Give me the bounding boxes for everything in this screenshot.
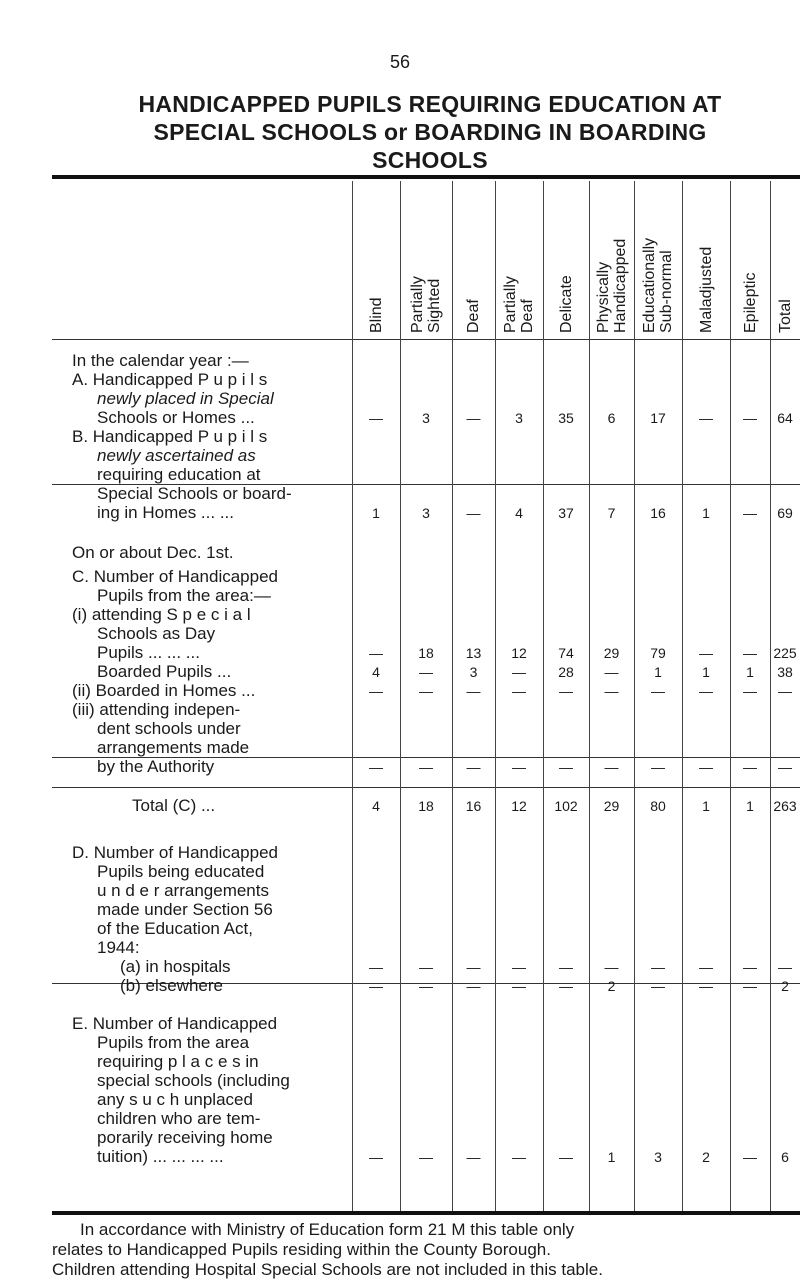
cell-d-else-educationally-sub-normal: —	[651, 978, 665, 994]
cell-b-total: 69	[777, 505, 793, 521]
column-divider	[634, 181, 635, 1211]
cell-c-day-delicate: 74	[558, 645, 574, 661]
cell-c-day-maladjusted: —	[699, 645, 713, 661]
label-e-7: porarily receiving home	[97, 1128, 273, 1147]
cell-b-educationally-sub-normal: 16	[650, 505, 666, 521]
cell-b-physically-handicapped: 7	[607, 505, 616, 521]
label-b-2: newly ascertained as	[97, 446, 256, 465]
cell-b-partially-deaf: 4	[515, 505, 523, 521]
label-a-1: A. Handicapped P u p i l s	[72, 370, 268, 389]
label-d-8: (b) elsewhere	[120, 976, 223, 995]
label-c-0: On or about Dec. 1st.	[72, 543, 234, 562]
cell-d-else-epileptic: —	[743, 978, 757, 994]
page-title	[60, 90, 800, 174]
footnote-line-3: Children attending Hospital Special Schools are not included in this table.	[52, 1260, 603, 1279]
column-divider	[400, 181, 401, 1211]
column-divider	[543, 181, 544, 1211]
cell-c-indep-physically-handicapped: —	[604, 759, 619, 775]
column-header-maladjusted-line-1: Maladjusted	[697, 246, 715, 333]
cell-e-physically-handicapped: 1	[607, 1149, 616, 1165]
label-c-3: (i) attending S p e c i a l	[72, 605, 251, 624]
cell-a-physically-handicapped: 6	[607, 410, 616, 426]
cell-a-blind: —	[369, 410, 383, 426]
cell-c-boarded-partially-sighted: —	[419, 664, 433, 680]
cell-c-boarded-deaf: 3	[469, 664, 478, 680]
cell-c-boarded-maladjusted: 1	[702, 664, 710, 680]
cell-c-total-blind: 4	[372, 798, 380, 814]
cell-a-partially-deaf: 3	[515, 410, 523, 426]
column-header-blind-line-1: Blind	[367, 297, 385, 333]
cell-d-else-deaf: —	[466, 978, 481, 994]
cell-c-day-partially-deaf: 12	[511, 645, 527, 661]
cell-e-maladjusted: 2	[702, 1149, 710, 1165]
cell-a-delicate: 35	[558, 410, 574, 426]
cell-c-indep-partially-sighted: —	[419, 759, 433, 775]
cell-c-indep-partially-deaf: —	[512, 759, 526, 775]
cell-c-day-deaf: 13	[465, 645, 482, 661]
column-header-partially-sighted-line-2: Sighted	[426, 278, 443, 333]
footnote	[52, 1220, 800, 1280]
cell-a-partially-sighted: 3	[422, 410, 430, 426]
label-total-c: Total (C) ...	[132, 796, 216, 815]
label-c-6: Boarded Pupils ...	[97, 662, 232, 681]
cell-c-indep-delicate: —	[559, 759, 573, 775]
cell-d-hosp-educationally-sub-normal: —	[651, 959, 665, 975]
cell-c-total-educationally-sub-normal: 80	[650, 798, 666, 814]
column-header-physically-handicapped-line-1: Physically	[594, 261, 612, 333]
label-c-2: Pupils from the area:—	[97, 586, 271, 605]
cell-c-total-deaf: 16	[465, 798, 482, 814]
cell-c-total-maladjusted: 1	[702, 798, 710, 814]
label-d-3: u n d e r arrangements	[97, 881, 269, 900]
cell-a-educationally-sub-normal: 17	[650, 410, 666, 426]
cell-b-deaf: —	[466, 505, 481, 521]
cell-c-indep-blind: —	[369, 759, 383, 775]
cell-c-boarded-physically-handicapped: —	[604, 664, 619, 680]
cell-e-delicate: —	[559, 1149, 573, 1165]
cell-a-total: 64	[777, 410, 793, 426]
label-intro: In the calendar year :—	[72, 351, 249, 370]
cell-c-day-partially-sighted: 18	[418, 645, 434, 661]
cell-c-indep-deaf: —	[466, 759, 481, 775]
column-header-epileptic-line-1: Epileptic	[741, 272, 759, 333]
label-d-7: (a) in hospitals	[120, 957, 231, 976]
cell-c-homes-partially-sighted: —	[419, 683, 433, 699]
cell-d-hosp-maladjusted: —	[699, 959, 713, 975]
cell-b-epileptic: —	[743, 505, 757, 521]
label-e-2: Pupils from the area	[97, 1033, 250, 1052]
column-header-delicate-line-1: Delicate	[557, 275, 575, 333]
cell-c-total-delicate: 102	[554, 798, 578, 814]
cell-d-hosp-partially-sighted: —	[419, 959, 433, 975]
title-line-3: SCHOOLS	[372, 147, 488, 173]
column-divider	[589, 181, 590, 1211]
cell-c-boarded-delicate: 28	[558, 664, 574, 680]
cell-c-homes-partially-deaf: —	[512, 683, 526, 699]
cell-a-epileptic: —	[743, 410, 757, 426]
column-header-educationally-sub-normal-line-1: Educationally	[641, 237, 658, 333]
cell-c-homes-delicate: —	[559, 683, 573, 699]
cell-d-hosp-delicate: —	[559, 959, 573, 975]
cell-d-else-maladjusted: —	[699, 978, 713, 994]
cell-d-hosp-partially-deaf: —	[512, 959, 526, 975]
column-divider	[495, 181, 496, 1211]
cell-c-homes-deaf: —	[466, 683, 481, 699]
cell-c-total-physically-handicapped: 29	[603, 798, 620, 814]
cell-c-total-partially-deaf: 12	[511, 798, 527, 814]
label-e-1: E. Number of Handicapped	[72, 1014, 278, 1033]
cell-c-boarded-total: 38	[777, 664, 793, 680]
label-e-5: any s u c h unplaced	[97, 1090, 253, 1109]
cell-b-maladjusted: 1	[702, 505, 710, 521]
cell-c-homes-total: —	[778, 683, 792, 699]
cell-e-educationally-sub-normal: 3	[654, 1149, 662, 1165]
column-header-educationally-sub-normal-line-2: Sub-normal	[658, 250, 675, 333]
cell-c-day-blind: —	[369, 645, 383, 661]
cell-e-blind: —	[369, 1149, 383, 1165]
header-rule	[52, 339, 800, 340]
cell-c-homes-maladjusted: —	[699, 683, 713, 699]
cell-b-delicate: 37	[558, 505, 574, 521]
column-divider	[352, 181, 353, 1211]
cell-d-hosp-total: —	[778, 959, 792, 975]
cell-d-else-delicate: —	[559, 978, 573, 994]
label-e-6: children who are tem-	[97, 1109, 261, 1128]
table-bottom-rule	[52, 1211, 800, 1215]
label-d-2: Pupils being educated	[97, 862, 265, 881]
cell-c-day-educationally-sub-normal: 79	[650, 645, 666, 661]
label-c-9: dent schools under	[97, 719, 241, 738]
label-d-5: of the Education Act,	[97, 919, 253, 938]
label-c-4: Schools as Day	[97, 624, 216, 643]
cell-c-indep-total: —	[778, 759, 792, 775]
footnote-line-2: relates to Handicapped Pupils residing within the County Borough.	[52, 1240, 551, 1259]
label-c-5: Pupils ... ... ...	[97, 643, 200, 662]
table-top-rule	[52, 175, 800, 179]
label-e-4: special schools (including	[97, 1071, 290, 1090]
cell-d-else-total: 2	[781, 978, 789, 994]
cell-d-hosp-epileptic: —	[743, 959, 757, 975]
cell-c-indep-educationally-sub-normal: —	[651, 759, 665, 775]
cell-e-total: 6	[781, 1149, 789, 1165]
cell-c-day-epileptic: —	[743, 645, 757, 661]
cell-e-deaf: —	[466, 1149, 481, 1165]
cell-e-partially-sighted: —	[419, 1149, 433, 1165]
cell-d-else-physically-handicapped: 2	[607, 978, 616, 994]
cell-c-homes-educationally-sub-normal: —	[651, 683, 665, 699]
title-line-2: SPECIAL SCHOOLS or BOARDING IN BOARDING	[153, 119, 707, 145]
cell-b-blind: 1	[372, 505, 380, 521]
column-divider	[682, 181, 683, 1211]
label-c-10: arrangements made	[97, 738, 250, 757]
cell-c-indep-epileptic: —	[743, 759, 757, 775]
cell-c-day-physically-handicapped: 29	[603, 645, 620, 661]
cell-c-boarded-partially-deaf: —	[512, 664, 526, 680]
cell-c-total-total: 263	[773, 798, 797, 814]
cell-d-else-blind: —	[369, 978, 383, 994]
label-c-11: by the Authority	[97, 757, 215, 776]
cell-d-hosp-physically-handicapped: —	[604, 959, 619, 975]
label-c-1: C. Number of Handicapped	[72, 567, 279, 586]
cell-c-boarded-epileptic: 1	[746, 664, 754, 680]
label-e-8: tuition) ... ... ... ...	[97, 1147, 224, 1166]
cell-d-hosp-deaf: —	[466, 959, 481, 975]
footnote-line-1: In accordance with Ministry of Education form 21 M this table only	[80, 1220, 575, 1239]
label-b-3: requiring education at	[97, 465, 261, 484]
cell-c-boarded-educationally-sub-normal: 1	[654, 664, 662, 680]
cell-a-deaf: —	[466, 410, 481, 426]
column-header-deaf-line-1: Deaf	[465, 299, 482, 333]
title-line-1: HANDICAPPED PUPILS REQUIRING EDUCATION AT	[138, 91, 722, 117]
cell-d-hosp-blind: —	[369, 959, 383, 975]
label-d-6: 1944:	[97, 938, 140, 957]
column-header-total-line-1: Total	[776, 299, 794, 333]
cell-c-homes-physically-handicapped: —	[604, 683, 619, 699]
label-b-1: B. Handicapped P u p i l s	[72, 427, 268, 446]
label-b-5: ing in Homes ... ...	[97, 503, 234, 522]
label-c-7: (ii) Boarded in Homes ...	[72, 681, 256, 700]
column-header-physically-handicapped-line-2: Handicapped	[611, 238, 629, 333]
cell-e-partially-deaf: —	[512, 1149, 526, 1165]
column-header-partially-sighted-line-1: Partially	[409, 276, 426, 333]
label-c-8: (iii) attending indepen-	[72, 700, 241, 719]
cell-c-day-total: 225	[773, 645, 797, 661]
page-number: 56	[389, 52, 411, 72]
total-c-rule	[52, 787, 800, 788]
cell-b-partially-sighted: 3	[422, 505, 430, 521]
label-e-3: requiring p l a c e s in	[97, 1052, 259, 1071]
cell-d-else-partially-deaf: —	[512, 978, 526, 994]
label-a-2: newly placed in Special	[97, 389, 274, 408]
cell-a-maladjusted: —	[699, 410, 713, 426]
column-header-partially-deaf-line-1: Partially	[502, 276, 519, 333]
cell-c-total-epileptic: 1	[746, 798, 754, 814]
cell-c-total-partially-sighted: 18	[418, 798, 434, 814]
cell-d-else-partially-sighted: —	[419, 978, 433, 994]
cell-c-indep-maladjusted: —	[699, 759, 713, 775]
label-a-3: Schools or Homes ...	[97, 408, 255, 427]
cell-c-homes-epileptic: —	[743, 683, 757, 699]
label-b-4: Special Schools or board-	[97, 484, 292, 503]
column-header-partially-deaf-line-2: Deaf	[519, 299, 536, 333]
cell-c-homes-blind: —	[369, 683, 383, 699]
label-d-1: D. Number of Handicapped	[72, 843, 279, 862]
label-d-4: made under Section 56	[97, 900, 273, 919]
cell-e-epileptic: —	[743, 1149, 757, 1165]
cell-c-boarded-blind: 4	[372, 664, 380, 680]
